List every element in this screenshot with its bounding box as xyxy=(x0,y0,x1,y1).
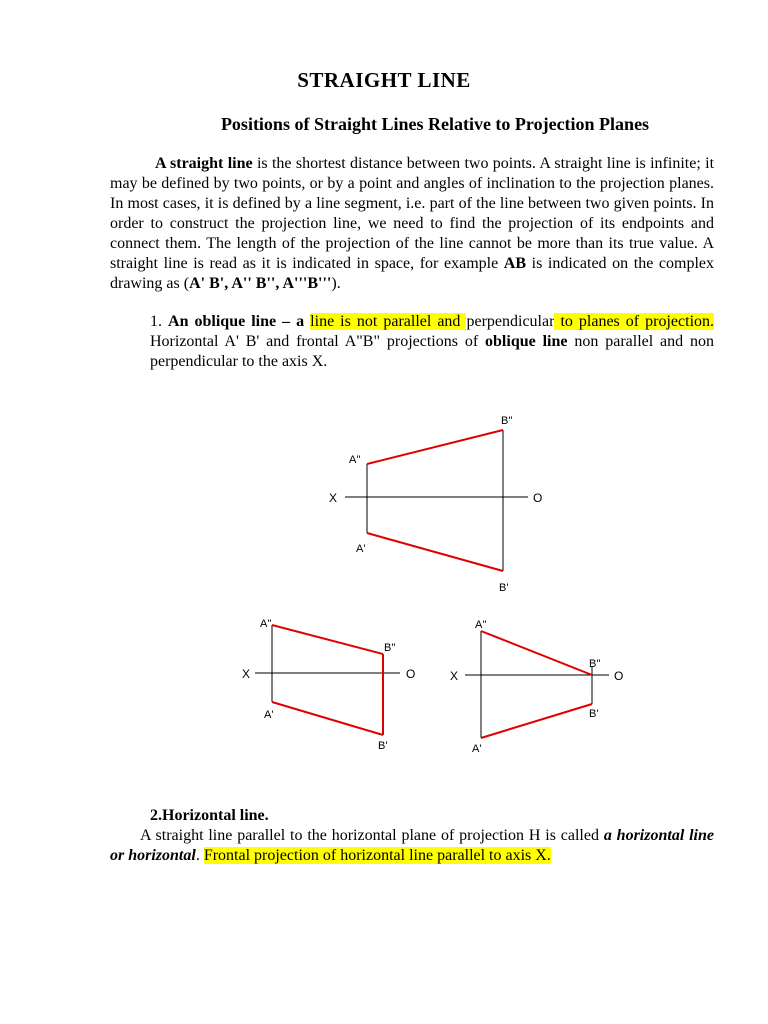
section-heading-horizontal: 2.Horizontal line. xyxy=(150,807,269,824)
horizontal-projection xyxy=(481,704,592,738)
oblique-mid: perpendicular xyxy=(466,313,555,330)
oblique-text-1: Horizontal A' B' and frontal A"B" projections of xyxy=(150,333,486,350)
horizontal-projection xyxy=(272,702,383,735)
label-a-frontal: A'' xyxy=(475,619,487,631)
figure-oblique-variant-2 xyxy=(450,619,623,755)
horizontal-projection xyxy=(367,533,503,571)
horizontal-highlight: Frontal projection of horizontal line parallel to axis X. xyxy=(203,847,551,864)
page-subtitle: Positions of Straight Lines Relative to Projection Planes xyxy=(220,114,650,134)
oblique-term-2: oblique line xyxy=(485,333,568,350)
label-a-frontal: A'' xyxy=(349,454,361,466)
oblique-term: An oblique line – a xyxy=(168,313,311,330)
horizontal-text-2: . xyxy=(195,847,204,864)
intro-text-2: is indicated on the complex drawing as ( xyxy=(110,255,715,292)
intro-text-1: is the shortest distance between two points. A straight line is infinite; it may be defined by two points, or by a point and angles of inclination to the projection planes. In most cases, it is defined by a line segment, i.e. part of the line between two given points. In order to construct the projection line, we need to find the projection of its endpoints and connect them. The length of the projection of the line cannot be more than its true value. A straight line is read as it is indicated in space, for example xyxy=(110,155,715,272)
label-o: O xyxy=(406,667,416,681)
label-a-horizontal: A' xyxy=(472,743,482,755)
figure-oblique-variant-1 xyxy=(242,618,415,752)
label-a-horizontal: A' xyxy=(264,709,274,721)
oblique-number: 1. xyxy=(150,313,169,330)
figure-oblique-line xyxy=(329,415,542,594)
horizontal-paragraph xyxy=(110,826,714,866)
label-b-horizontal: B' xyxy=(499,582,509,594)
oblique-highlight-2: to planes of projection. xyxy=(554,313,715,330)
label-a-frontal: A'' xyxy=(260,618,272,630)
term-ab: AB xyxy=(503,255,527,272)
label-b-frontal: B'' xyxy=(589,658,601,670)
frontal-projection xyxy=(367,430,503,464)
label-a-horizontal: A' xyxy=(356,543,366,555)
horizontal-line-section xyxy=(110,806,714,866)
label-b-horizontal: B' xyxy=(589,708,599,720)
frontal-projection xyxy=(272,625,383,654)
oblique-highlight-1: line is not parallel and xyxy=(310,313,467,330)
label-o: O xyxy=(614,669,624,683)
label-b-horizontal: B' xyxy=(378,740,388,752)
intro-text-3: ). xyxy=(331,275,341,292)
label-x: X xyxy=(329,491,338,505)
notation-projections: A' B', A'' B'', A'''B''' xyxy=(189,275,332,292)
label-x: X xyxy=(242,667,251,681)
term-straight-line: A straight line xyxy=(155,155,253,172)
label-o: O xyxy=(533,491,543,505)
label-b-frontal: B'' xyxy=(501,415,513,427)
horizontal-term: a horizontal line or horizontal xyxy=(110,827,715,864)
frontal-projection xyxy=(481,631,592,675)
oblique-text-2: non parallel and non perpendicular to the axis X. xyxy=(150,333,715,370)
label-b-frontal: B'' xyxy=(384,642,396,654)
label-x: X xyxy=(450,669,459,683)
page-title: STRAIGHT LINE xyxy=(297,68,471,92)
horizontal-text-1: A straight line parallel to the horizontal plane of projection H is called xyxy=(140,827,604,844)
